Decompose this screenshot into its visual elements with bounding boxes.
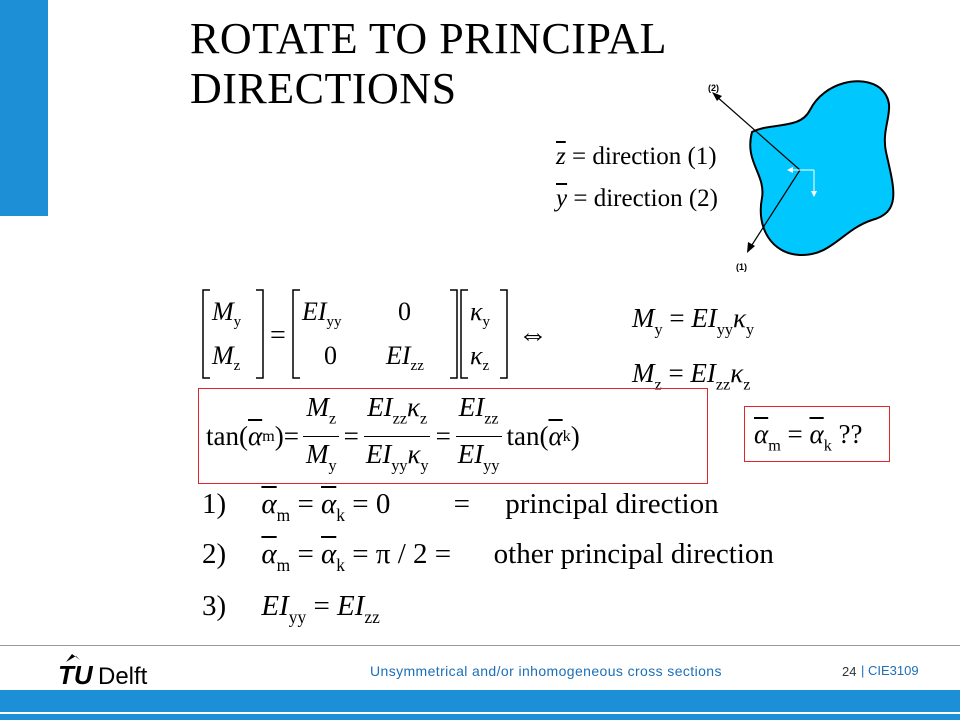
tu-delft-logo (58, 652, 158, 688)
k21-element: 0 (324, 341, 337, 370)
left-bracket-3 (461, 290, 468, 378)
y-direction-line: $\overline{y}$ = direction (2) (556, 185, 718, 212)
case-1: 1) $\overline{\alpha}_m = \overline{\alpha}_k = 0$ = principal direction (202, 488, 719, 525)
k11-element: $EI_{yy}$ (302, 297, 342, 330)
logo-delft-text: Delft (98, 663, 148, 688)
fraction-stiffness: $\frac{EI_{zz}}{EI_{yy}}$ (455, 390, 503, 482)
equals-sign: = (270, 320, 286, 351)
left-bracket-2 (293, 290, 300, 378)
course-code: | CIE3109 (861, 663, 919, 678)
m-y-element: $M_y$ (212, 297, 242, 330)
left-bracket-1 (203, 290, 210, 378)
kappa-y-element: $\kappa_y$ (470, 297, 490, 330)
right-bracket-1 (256, 290, 263, 378)
k22-element: $EI_{zz}$ (386, 341, 424, 374)
cross-section-outline (750, 81, 893, 255)
z-direction-line: $\overline{z}$ = direction (1) (556, 143, 717, 170)
footer-course-title: Unsymmetrical and/or inhomogeneous cross sections (370, 663, 722, 679)
page-number: 24 (842, 664, 857, 679)
matrix-equation (200, 288, 560, 380)
fraction-moments: $\frac{M_z}{M_y}$ (303, 390, 340, 482)
axis-1-label: (1) (736, 262, 747, 272)
m-z-element: $M_z$ (212, 341, 241, 374)
scalar-eq-y: $M_y = EI_{yy}\kappa_y$ (632, 303, 755, 339)
kappa-z-element: $\kappa_z$ (470, 341, 490, 374)
cross-section-shape (690, 70, 920, 280)
k12-element: 0 (398, 297, 411, 326)
question-equation: $\overline{\alpha}_m = \overline{\alpha}_k$ ?? (754, 419, 863, 455)
bottom-accent-line (0, 712, 960, 714)
title-line-2: DIRECTIONS (190, 64, 457, 113)
tan-equation: tan( $\overline{\alpha}$ m ) = $\frac{M_z}{M_y}$ = $\frac{EI_{zz}\kappa_z}{EI_{yy}\kappa_y}$ = $\frac{EI_{zz}}{EI_{yy}}$ tan( $\overline{\alpha}$ k ) (206, 394, 580, 478)
slide-title (190, 14, 667, 114)
bottom-accent-bar (0, 690, 960, 720)
title-line-1: ROTATE TO PRINCIPAL (190, 14, 668, 63)
left-accent-bar (0, 0, 48, 216)
scalar-eq-z: $M_z = EI_{zz}\kappa_z$ (632, 358, 751, 394)
footer-divider (0, 645, 960, 646)
right-bracket-3 (500, 290, 507, 378)
axis-2-label: (2) (708, 83, 719, 93)
right-bracket-2 (450, 290, 457, 378)
axis-1-arrow (747, 242, 755, 253)
fraction-stiffness-curvature: $\frac{EI_{zz}\kappa_z}{EI_{yy}\kappa_y}$ (365, 392, 429, 474)
logo-tu-text: TU (58, 660, 93, 688)
case-2: 2) $\overline{\alpha}_m = \overline{\alpha}_k = \pi / 2$ = other principal direction (202, 538, 774, 575)
case-3: 3) $EI_{yy} = EI_{zz}$ (202, 590, 380, 627)
equivalence-arrow: ⇔ (518, 318, 548, 351)
